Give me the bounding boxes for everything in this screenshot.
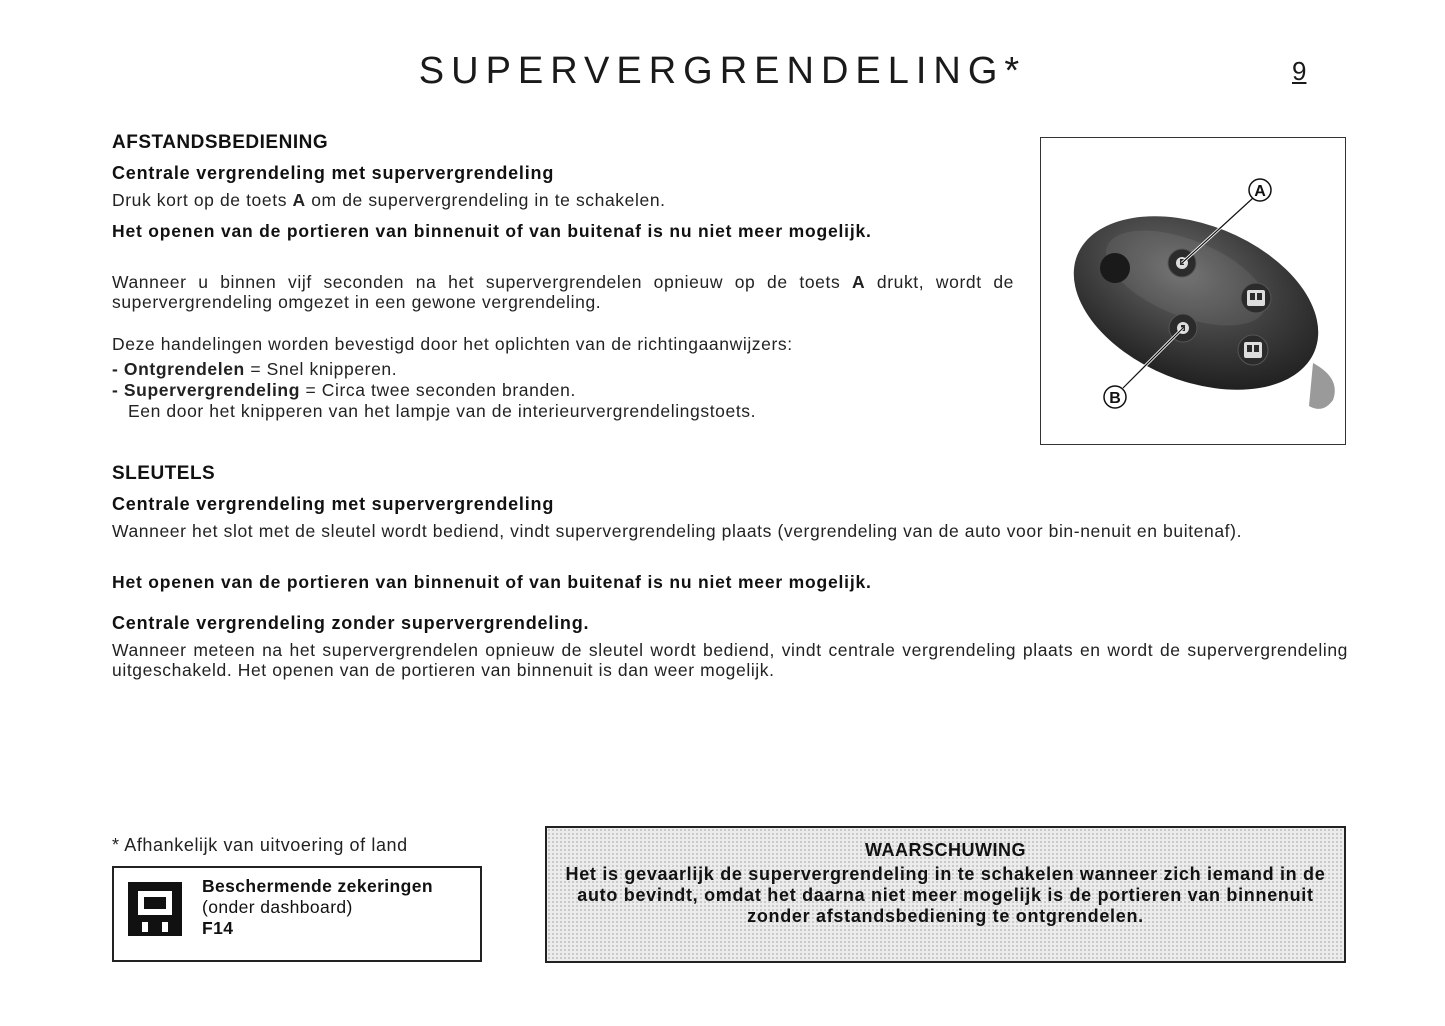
remote-subheading: Centrale vergrendeling met supervergrendeling — [112, 163, 555, 183]
keys-heading: SLEUTELS — [112, 463, 216, 484]
remote-paragraph-3: Deze handelingen worden bevestigd door het oplichten van de richtingaanwijzers: — [112, 334, 793, 354]
warning-box — [545, 826, 1346, 963]
key-a-ref-2: A — [851, 272, 866, 292]
remote-paragraph-2 — [112, 272, 1014, 312]
keys-paragraph-1: Wanneer het slot met de sleutel wordt bediend, vindt supervergrendeling plaats (vergrendeling van de auto voor bin-nenuit en buitenaf). — [112, 521, 1243, 541]
list-desc: = Circa twee seconden branden. — [300, 380, 576, 400]
keys-subheading-2: Centrale vergrendeling zonder supervergrendeling. — [112, 613, 590, 633]
remote-control-illustration — [1041, 138, 1344, 443]
list-dash: - — [112, 359, 124, 379]
remote-p2-after: drukt, wordt de supervergrendeling omgezet in een gewone vergrendeling. — [112, 272, 1014, 312]
signal-list-item — [112, 380, 576, 400]
page-title: SUPERVERGRENDELING* — [418, 50, 1027, 92]
remote-warning-bold: Het openen van de portieren van binnenuit of van buitenaf is nu niet meer mogelijk. — [112, 221, 872, 241]
page-number: 9 — [1292, 56, 1307, 86]
light-button-icon — [1238, 335, 1268, 365]
fuse-code: F14 — [202, 918, 234, 938]
list-term: Ontgrendelen — [123, 359, 245, 379]
remote-p2-before: Wanneer u binnen vijf seconden na het supervergrendelen opnieuw op de toets — [112, 272, 852, 292]
signal-list-extra: Een door het knipperen van het lampje van de interieurvergrendelingstoets. — [128, 401, 757, 421]
keys-paragraph-2: Wanneer meteen na het supervergrendelen opnieuw de sleutel wordt bediend, vindt centrale vergrendeling plaats en wordt de supervergrendeling uitgeschakeld. Het openen van de portieren van binnenuit is dan weer mogelijk. — [112, 640, 1348, 680]
fuse-title: Beschermende zekeringen — [202, 876, 433, 896]
footnote: * Afhankelijk van uitvoering of land — [112, 835, 408, 855]
remote-key-fob — [1048, 183, 1344, 424]
trunk-button-icon — [1241, 283, 1271, 313]
keys-bold-1: Het openen van de portieren van binnenuit of van buitenaf is nu niet meer mogelijk. — [112, 572, 872, 592]
fuse-box-icon — [128, 882, 182, 936]
fuse-text — [202, 876, 433, 939]
list-desc: = Snel knipperen. — [244, 359, 398, 379]
remote-control-figure — [1040, 137, 1346, 445]
remote-round-button — [1100, 253, 1130, 283]
remote-heading: AFSTANDSBEDIENING — [112, 132, 329, 153]
fuse-location: (onder dashboard) — [202, 897, 353, 917]
list-dash: - — [112, 380, 124, 400]
warning-text: Het is gevaarlijk de supervergrendeling in te schakelen wanneer zich iemand in de auto bevindt, omdat het daarna niet meer mogelijk is de portieren van binnenuit zonder afstandsbediening te ontgrendelen. — [565, 864, 1326, 926]
signal-list-item — [112, 359, 397, 379]
list-term: Supervergrendeling — [123, 380, 301, 400]
remote-p1-before: Druk kort op de toets — [112, 190, 293, 210]
remote-p1-after: om de supervergrendeling in te schakelen. — [305, 190, 666, 210]
fuse-info-box — [112, 866, 482, 962]
key-a-ref: A — [292, 190, 306, 210]
remote-paragraph-1 — [112, 190, 1022, 210]
keys-subheading-1: Centrale vergrendeling met supervergrendeling — [112, 494, 555, 514]
key-ring-tab — [1309, 363, 1335, 409]
label-a: A — [1254, 183, 1266, 200]
warning-title: WAARSCHUWING — [865, 840, 1026, 860]
label-b: B — [1109, 390, 1121, 407]
